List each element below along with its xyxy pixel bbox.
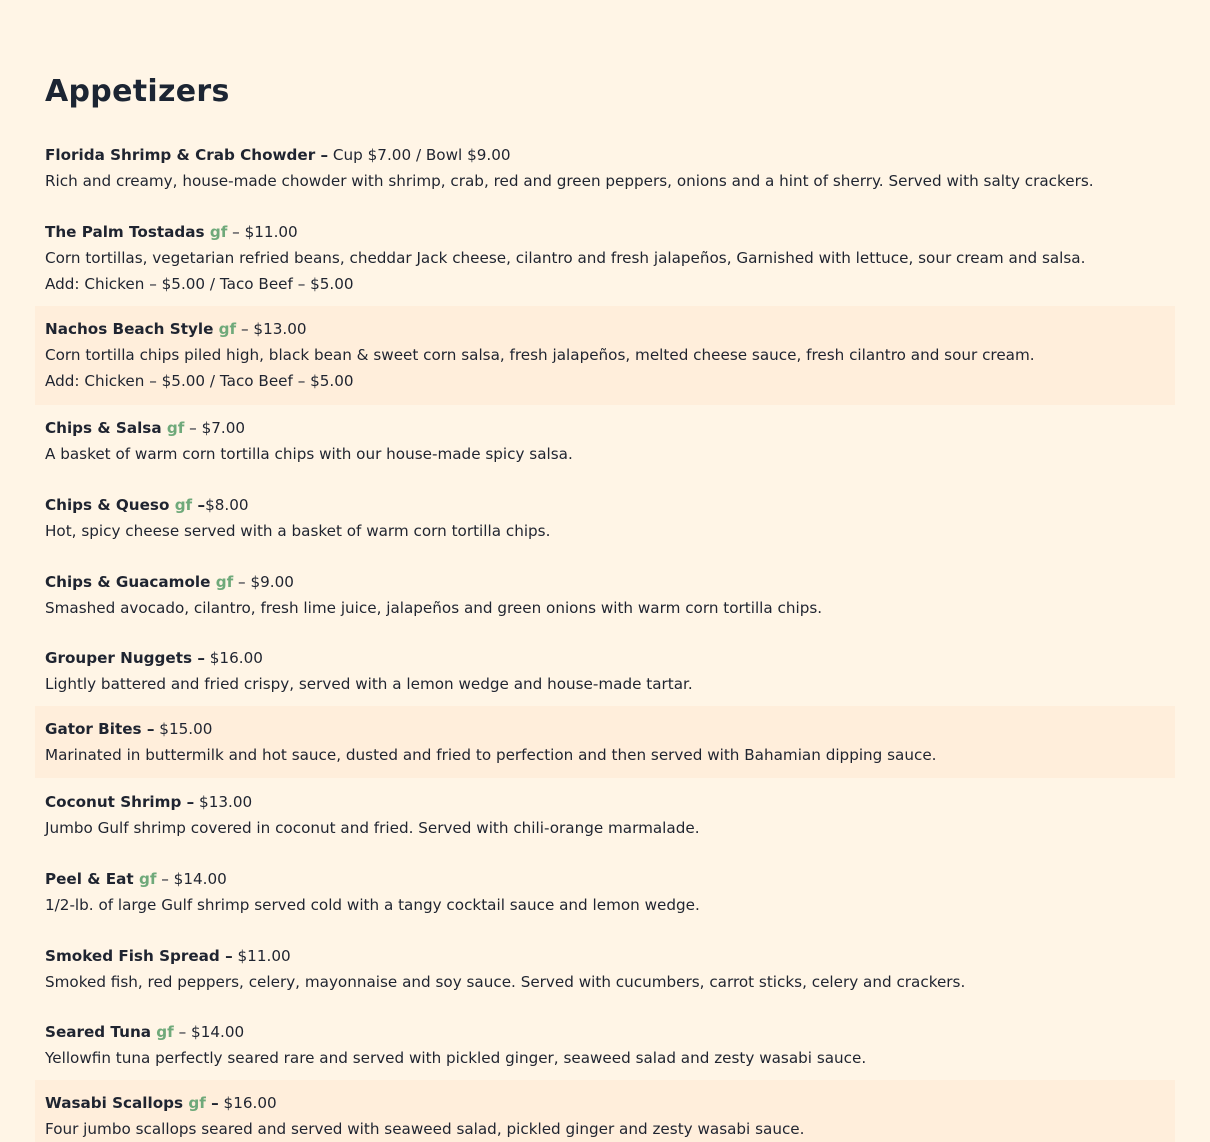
item-separator: – <box>205 1094 219 1112</box>
menu-item <box>35 415 1175 467</box>
item-name: Gator Bites <box>45 720 142 738</box>
menu-item <box>35 645 1175 697</box>
item-description: Rich and creamy, house-made chowder with shrimp, crab, red and green peppers, onions and a hint of sherry. Served with salty crackers. <box>45 172 1094 190</box>
item-price: – $11.00 <box>227 223 298 241</box>
menu-item-highlighted <box>35 706 1175 778</box>
item-title-line <box>45 943 1175 969</box>
item-name: Grouper Nuggets <box>45 649 193 667</box>
item-price: – $7.00 <box>184 419 246 437</box>
item-separator: – <box>141 720 155 738</box>
gluten-free-tag: gf <box>204 223 228 241</box>
item-description: Marinated in buttermilk and hot sauce, dusted and fried to perfection and then served with Bahamian dipping sauce. <box>45 746 937 764</box>
item-title-line <box>45 142 1175 168</box>
item-name: Chips & Queso <box>45 496 175 514</box>
item-description: Lightly battered and fried crispy, served with a lemon wedge and house-made tartar. <box>45 675 693 693</box>
item-price: $16.00 <box>218 1094 277 1112</box>
menu-item-highlighted <box>35 306 1175 405</box>
item-title-line <box>45 866 1175 892</box>
gluten-free-tag: gf <box>133 870 157 888</box>
gluten-free-tag: gf <box>174 496 193 514</box>
item-description: Smoked fish, red peppers, celery, mayonnaise and soy sauce. Served with cucumbers, carrot sticks, celery and crackers. <box>45 973 966 991</box>
item-description: Jumbo Gulf shrimp covered in coconut and fried. Served with chili-orange marmalade. <box>45 819 700 837</box>
item-title-line <box>45 316 1175 342</box>
item-name: Wasabi Scallops <box>45 1094 184 1112</box>
item-name: Seared Tuna <box>45 1023 151 1041</box>
section-heading: Appetizers <box>45 74 230 109</box>
item-price: – $14.00 <box>173 1023 245 1041</box>
item-separator: – <box>181 793 195 811</box>
item-description: Corn tortillas, vegetarian refried beans, cheddar Jack cheese, cilantro and fresh jalapeños, Garnished with lettuce, sour cream and salsa. <box>45 249 1086 267</box>
item-price: $13.00 <box>194 793 253 811</box>
item-price: $15.00 <box>154 720 213 738</box>
menu-item <box>35 789 1175 841</box>
item-name: Chips & Guacamole <box>45 573 211 591</box>
menu-item <box>35 219 1175 297</box>
item-title-line <box>45 1090 1175 1116</box>
item-separator: – <box>315 146 329 164</box>
item-description: Yellowfin tuna perfectly seared rare and served with pickled ginger, seaweed salad and zesty wasabi sauce. <box>45 1049 867 1067</box>
item-separator: – <box>192 649 205 667</box>
item-name: Peel & Eat <box>45 870 134 888</box>
gluten-free-tag: gf <box>161 419 185 437</box>
item-description: Hot, spicy cheese served with a basket of warm corn tortilla chips. <box>45 522 551 540</box>
gluten-free-tag: gf <box>151 1023 174 1041</box>
item-price: – $14.00 <box>156 870 227 888</box>
item-title-line <box>45 569 1175 595</box>
item-separator: – <box>219 947 233 965</box>
item-price: $11.00 <box>232 947 291 965</box>
item-price: – $9.00 <box>233 573 294 591</box>
menu-item <box>35 142 1175 194</box>
gluten-free-tag: gf <box>183 1094 206 1112</box>
menu-item-highlighted <box>35 1080 1175 1142</box>
menu-item <box>35 943 1175 995</box>
item-name: Smoked Fish Spread <box>45 947 220 965</box>
item-description: Corn tortilla chips piled high, black bean & sweet corn salsa, fresh jalapeños, melted cheese sauce, fresh cilantro and sour cream. <box>45 346 1035 364</box>
item-name: The Palm Tostadas <box>45 223 205 241</box>
item-name: Chips & Salsa <box>45 419 162 437</box>
item-title-line <box>45 645 1175 671</box>
item-description: Smashed avocado, cilantro, fresh lime juice, jalapeños and green onions with warm corn tortilla chips. <box>45 599 823 617</box>
menu-item <box>35 866 1175 918</box>
item-price: – $13.00 <box>236 320 307 338</box>
item-addons: Add: Chicken – $5.00 / Taco Beef – $5.00 <box>45 372 354 390</box>
item-name: Coconut Shrimp <box>45 793 182 811</box>
item-title-line <box>45 492 1175 518</box>
item-description: 1/2-lb. of large Gulf shrimp served cold with a tangy cocktail sauce and lemon wedge. <box>45 896 700 914</box>
item-title-line <box>45 1019 1175 1045</box>
menu-item <box>35 569 1175 621</box>
item-separator: – <box>192 496 206 514</box>
item-title-line <box>45 716 1175 742</box>
item-description: Four jumbo scallops seared and served with seaweed salad, pickled ginger and zesty wasabi sauce. <box>45 1120 805 1138</box>
menu-item <box>35 492 1175 544</box>
item-price: Cup $7.00 / Bowl $9.00 <box>328 146 511 164</box>
item-title-line <box>45 219 1175 245</box>
gluten-free-tag: gf <box>210 573 234 591</box>
item-price: $16.00 <box>204 649 263 667</box>
item-description: A basket of warm corn tortilla chips with our house-made spicy salsa. <box>45 445 573 463</box>
menu-item <box>35 1019 1175 1071</box>
item-title-line <box>45 789 1175 815</box>
item-name: Nachos Beach Style <box>45 320 214 338</box>
item-addons: Add: Chicken – $5.00 / Taco Beef – $5.00 <box>45 275 354 293</box>
item-name: Florida Shrimp & Crab Chowder <box>45 146 316 164</box>
item-title-line <box>45 415 1175 441</box>
gluten-free-tag: gf <box>213 320 237 338</box>
item-price: $8.00 <box>205 496 249 514</box>
